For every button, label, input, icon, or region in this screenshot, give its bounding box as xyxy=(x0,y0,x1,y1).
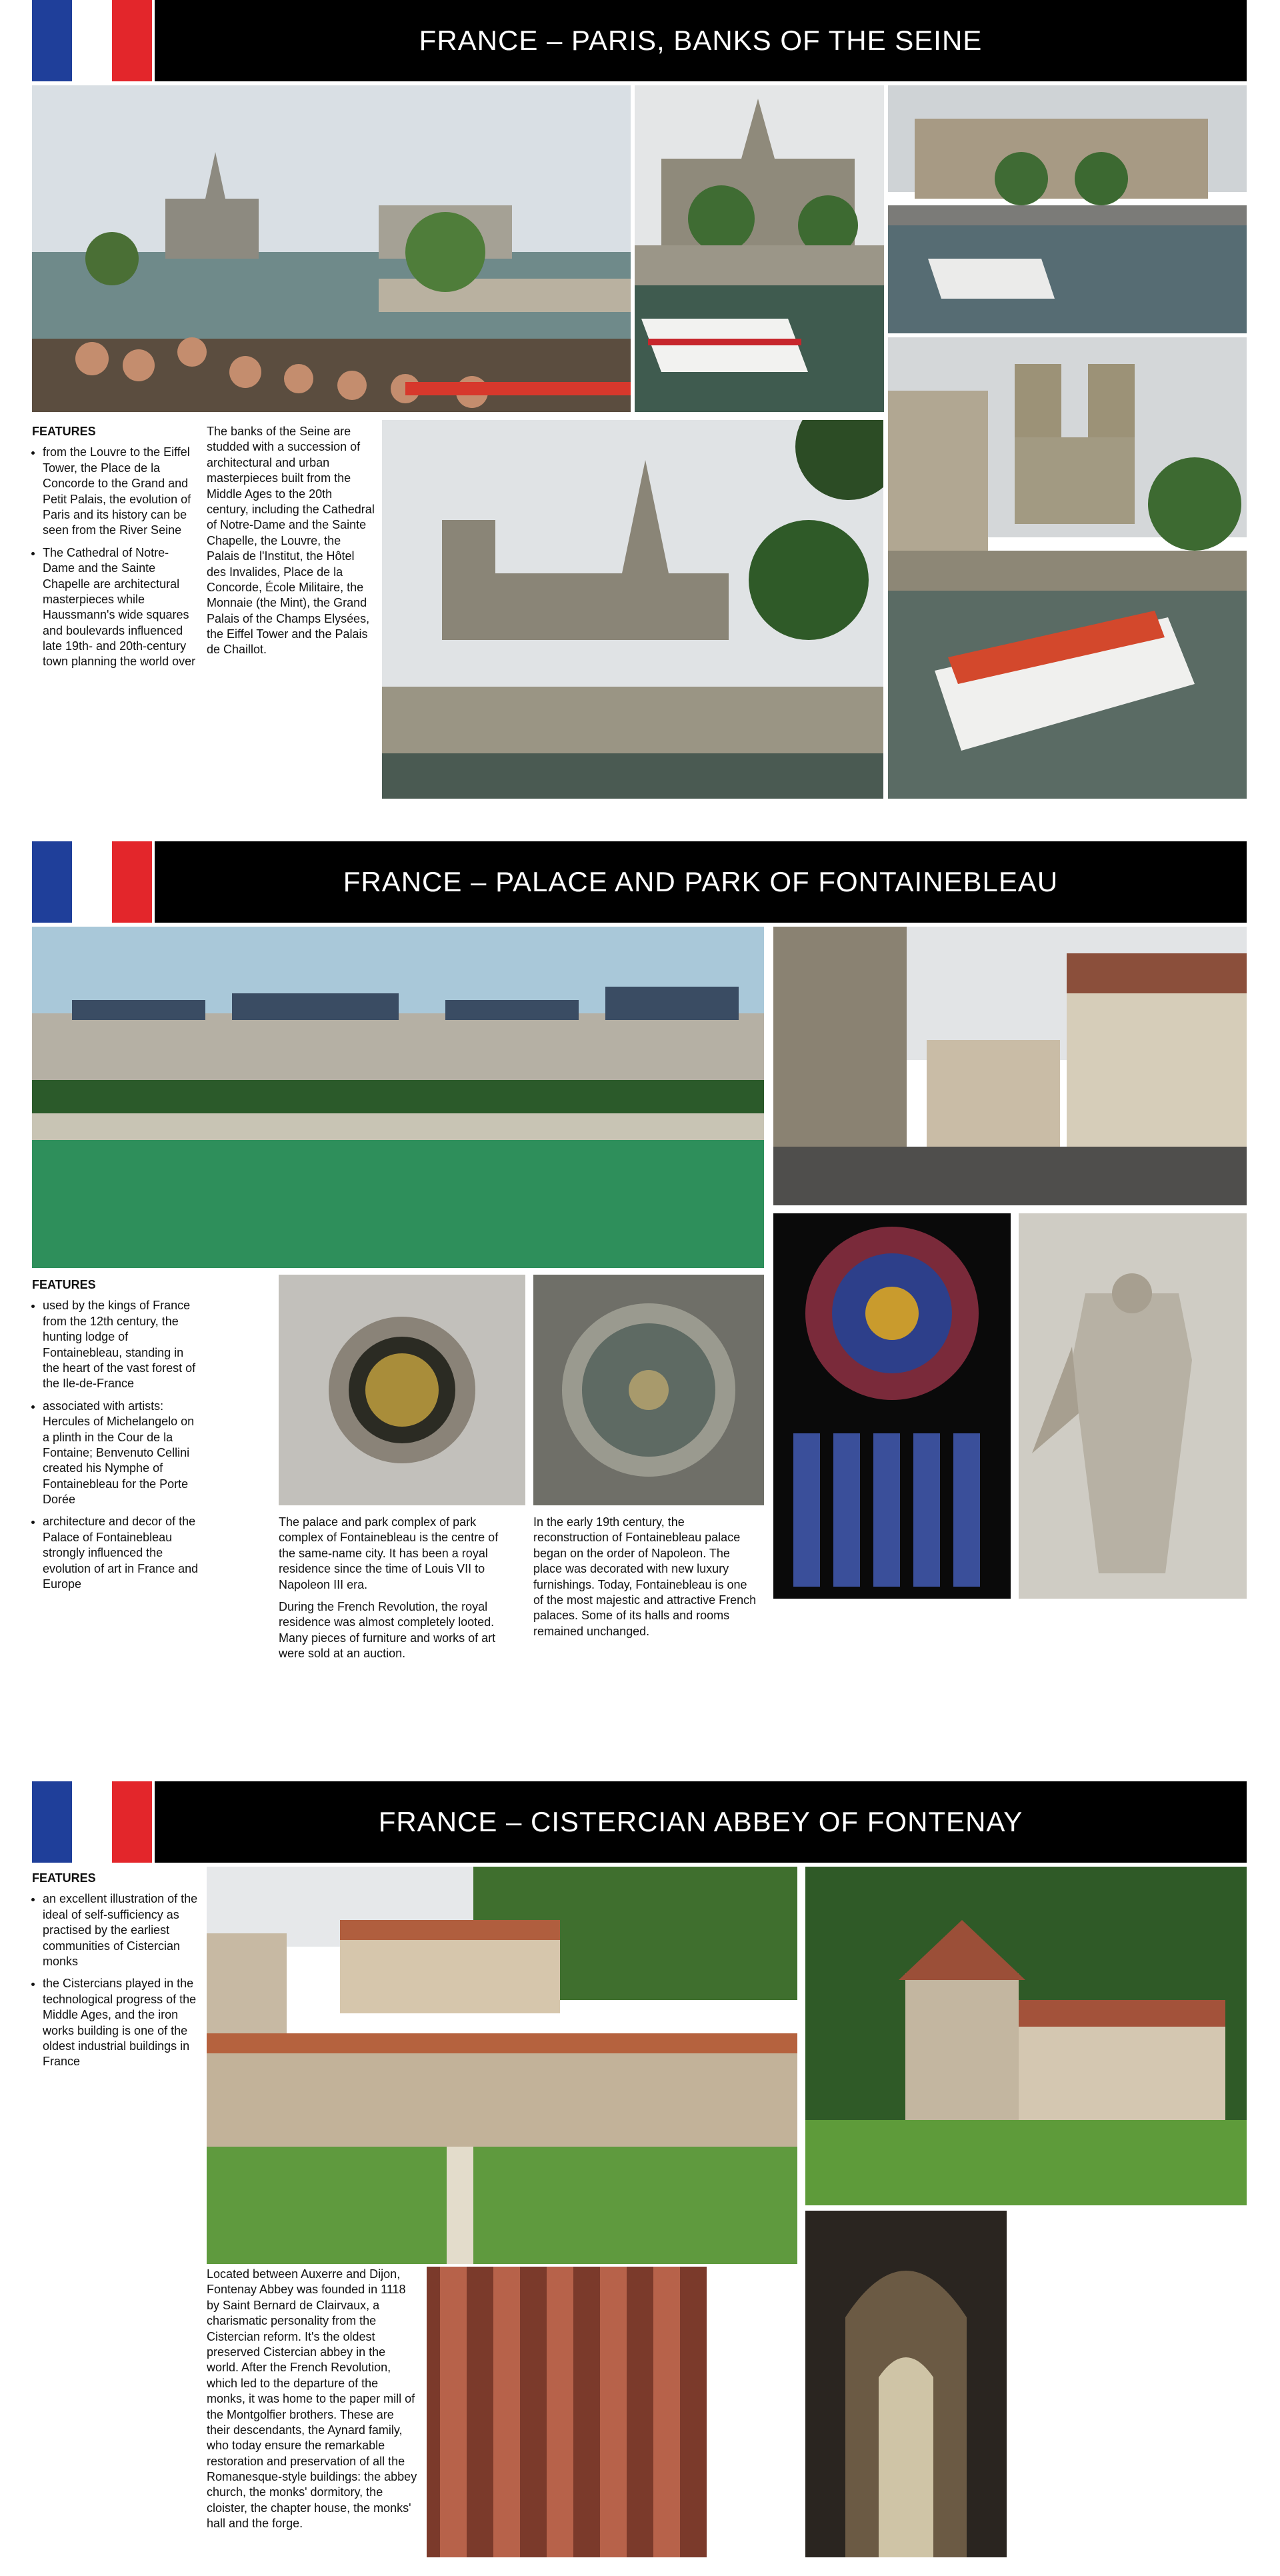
paragraph: The palace and park complex of park complex of Fontainebleau is the centre of the same-name city. It has been a royal residence since the time of Louis VII to Napoleon III era. xyxy=(279,1515,499,1591)
features-heading: FEATURES xyxy=(32,425,96,438)
photo-roof-tiles xyxy=(427,2267,707,2557)
section-title: FRANCE – PALACE AND PARK OF FONTAINEBLEAU xyxy=(155,841,1247,923)
feature-item: • architecture and decor of the Palace of Fontainebleau strongly influenced the evolution of art in France and Europe xyxy=(43,1514,199,1592)
photo-abbey-cloister-garden xyxy=(207,1867,797,2264)
photo-notre-dame-tour-boat xyxy=(32,85,631,412)
features-heading: FEATURES xyxy=(32,1871,96,1885)
feature-item: • associated with artists: Hercules of Michelangelo on a plinth in the Cour de la Fontaine; Benvenuto Cellini created his Nymphe of Fontainebleau for the Porte Dorée xyxy=(43,1399,199,1508)
description-text xyxy=(533,1515,760,1646)
feature-item: • the Cistercians played in the technological progress of the Middle Ages, and the iron works building is one of the oldest industrial buildings in France xyxy=(43,1976,199,2069)
photo-abbey-church-nave xyxy=(805,2211,1007,2557)
section-title: FRANCE – PARIS, BANKS OF THE SEINE xyxy=(155,0,1247,81)
features-block xyxy=(32,1871,199,2077)
description-text xyxy=(207,2267,420,2539)
section-title: FRANCE – CISTERCIAN ABBEY OF FONTENAY xyxy=(155,1781,1247,1863)
photo-musee-orsay xyxy=(888,85,1247,333)
france-flag xyxy=(32,1781,152,1863)
photo-notre-dame-riverboat xyxy=(635,85,884,412)
feature-item: • The Cathedral of Notre-Dame and the Sainte Chapelle are architectural masterpieces while Haussmann's wide squares and boulevards influenced late 19th- and 20th-century town planning the world over xyxy=(43,545,199,670)
description-text xyxy=(279,1515,512,1669)
france-flag xyxy=(32,0,152,81)
photo-notre-dame-front-bateau xyxy=(888,337,1247,799)
photo-fontainebleau-palace-pond xyxy=(32,927,764,1268)
paragraph: In the early 19th century, the reconstruction of Fontainebleau palace began on the order of Napoleon. The place was decorated with new luxury furnishings. Today, Fontainebleau is one of the most majestic and attractive French palaces. Some of its halls and rooms remained unchanged. xyxy=(533,1515,757,1638)
feature-item: • an excellent illustration of the ideal of self-sufficiency as practised by the earliest communities of Cistercian monks xyxy=(43,1891,199,1969)
photo-notre-dame-side xyxy=(382,420,883,799)
paragraph: Located between Auxerre and Dijon, Fontenay Abbey was founded in 1118 by Saint Bernard de Clairvaux, a charismatic personality from the Cistercian reform. It's the oldest preserved Cistercian abbey in the world. After the French Revolution, which led to the departure of the monks, it was home to the paper mill of the Montgolfier brothers. These are their descendants, the Aynard family, who today ensure the remarkable restoration and preservation of all the Romanesque-style buildings: the abbey church, the monks' dormitory, the cloister, the chapter house, the monks' hall and the forge. xyxy=(207,2267,417,2531)
feature-item: • from the Louvre to the Eiffel Tower, the Place de la Concorde to the Grand and Petit Palais, the evolution of Paris and its history can be seen from the River Seine xyxy=(43,445,199,538)
features-heading: FEATURES xyxy=(32,1278,96,1291)
paragraph: The banks of the Seine are studded with a succession of architectural and urban masterpieces built from the Middle Ages to the 20th century, including the Cathedral of Notre-Dame and the Sainte Chapelle, the Louvre, the Palais de l'Institut, the Hôtel des Invalides, Place de la Concorde, École Militaire, the Monnaie (the Mint), the Grand Palais of the Champs Elysées, the Eiffel Tower and the Palais de Chaillot. xyxy=(207,425,375,657)
photo-abbey-dovecote xyxy=(805,1867,1247,2205)
features-block xyxy=(32,1277,199,1599)
photo-astronomical-clock xyxy=(279,1275,525,1505)
photo-clock-dial xyxy=(533,1275,764,1505)
features-block xyxy=(32,424,199,677)
photo-town-street xyxy=(773,927,1247,1205)
photo-angel-sundial xyxy=(1019,1213,1247,1599)
paragraph: During the French Revolution, the royal residence was almost completely looted. Many pieces of furniture and works of art were sold at an auction. xyxy=(279,1599,496,1661)
description-text xyxy=(207,424,375,665)
photo-rose-window xyxy=(773,1213,1011,1599)
france-flag xyxy=(32,841,152,923)
feature-item: • used by the kings of France from the 12th century, the hunting lodge of Fontainebleau, standing in the heart of the vast forest of the Ile-de-France xyxy=(43,1298,199,1391)
